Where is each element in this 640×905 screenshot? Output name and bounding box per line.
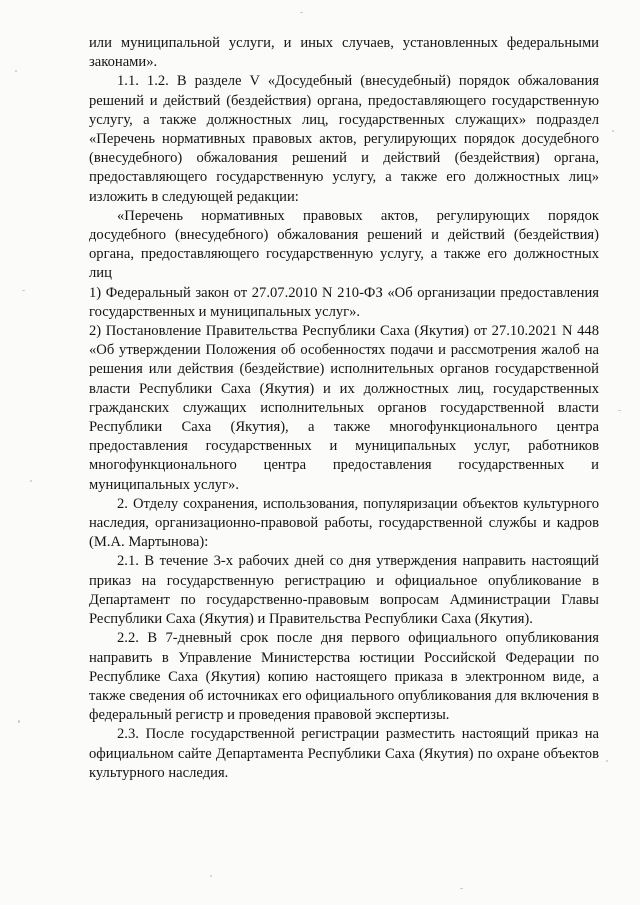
document-body (89, 34, 599, 783)
scan-speck (22, 290, 25, 291)
scan-speck (30, 480, 32, 482)
scan-speck (18, 720, 20, 723)
scan-speck (15, 70, 17, 72)
paragraph-2-1: 2.1. В течение 3-х рабочих дней со дня утверждения направить настоящий приказ на государственную регистрацию и официальное опубликование в Департамент по государственно-правовым вопросам Администрации Главы Республики Саха (Якутия) и Правительства Республики Саха (Якутия). (89, 553, 599, 628)
paragraph-continuation: или муниципальной услуги, и иных случаев, установленных федеральными законами». (89, 35, 599, 71)
paragraph-2-3: 2.3. После государственной регистрации разместить настоящий приказ на официальном сайте Департамента Республики Саха (Якутия) по охране объектов культурного наследия. (89, 726, 599, 781)
scan-speck (606, 760, 608, 762)
paragraph-2: 2. Отделу сохранения, использования, популяризации объектов культурного наследия, организационно-правовой работы, государственной службы и кадров (М.А. Мартынова): (89, 495, 599, 551)
list-item-1: 1) Федеральный закон от 27.07.2010 N 210-ФЗ «Об организации предоставления государственных и муниципальных услуг». (89, 284, 599, 320)
scan-speck (460, 888, 463, 889)
list-item-2: 2) Постановление Правительства Республики Саха (Якутия) от 27.10.2021 N 448 «Об утверждении Положения об особенностях подачи и рассмотрения жалоб на решения или действия (бездействие) исполнительных органов государственной власти Республики Саха (Якутия) и их должностных лиц, государственных гражданских служащих исполнительных органов государственной власти Республики Саха (Якутия), а также многофункционального центра предоставления государственных и муниципальных услуг, работников многофункционального центра предоставления государственных и муниципальных услуг». (89, 323, 599, 493)
scan-speck (300, 12, 303, 13)
paragraph-list-heading: «Перечень нормативных правовых актов, регулирующих порядок досудебного (внесудебного) обжалования решений и действий (бездействия) органа, предоставляющего государственную услугу, а также его должностных лиц (89, 207, 599, 282)
paragraph-1-2: 1.1. 1.2. В разделе V «Досудебный (внесудебный) порядок обжалования решений и действий (бездействия) органа, предоставляющего государственную услугу, а также должностных лиц, государственных служащих» подраздел «Перечень нормативных правовых актов, регулирующих порядок досудебного (внесудебного) обжалования решений и действий (бездействия) органа, предоставляющего государственную услугу, а также его должностных лиц» изложить в следующей редакции: (89, 73, 599, 205)
scan-speck (618, 410, 621, 411)
scan-speck (210, 875, 212, 877)
paragraph-2-2: 2.2. В 7-дневный срок после дня первого официального опубликования направить в Управление Министерства юстиции Российской Федерации по Республике Саха (Якутия) копию настоящего приказа в электронном виде, а также сведения об источниках его официального опубликования для включения в федеральный регистр и проведения правовой экспертизы. (89, 630, 599, 724)
scan-speck (612, 130, 614, 132)
